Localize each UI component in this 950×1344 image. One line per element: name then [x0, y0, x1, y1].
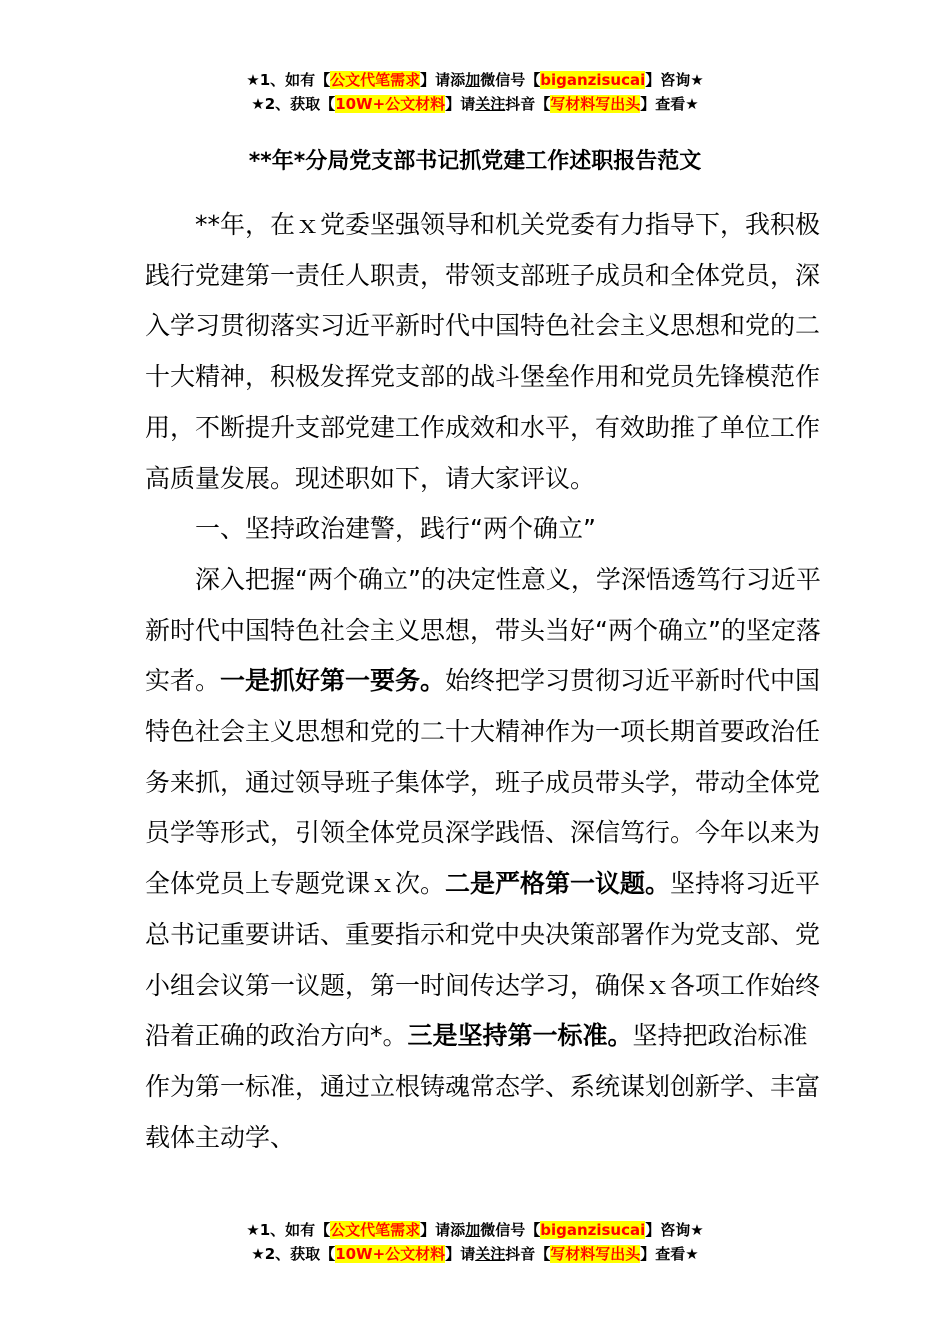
paragraph-text: 坚持将习近平总书记重要讲话、重要指示和党中央决策部署作为党支部、党小组会议第一议题，第一时间传达学习，确保ｘ各项工作始终沿着正确的政治方向*。 [145, 869, 821, 1051]
paragraph-intro: **年，在ｘ党委坚强领导和机关党委有力指导下，我积极践行党建第一责任人职责，带领支部班子成员和全体党员，深入学习贯彻落实习近平新时代中国特色社会主义思想和党的二十大精神，积极发挥党支部的战斗堡垒作用和党员先锋模范作用，不断提升支部党建工作成效和水平，有效助推了单位工作高质量发展。现述职如下，请大家评议。 [145, 210, 821, 493]
promo-banner-bottom [0, 1218, 950, 1266]
promo-underlined-text: 加 [465, 1221, 481, 1239]
promo-text: 】请添 [420, 71, 466, 89]
paragraph-text: 深入把握“两个确立”的决定性意义，学深悟透笃行习近平新时代中国特色社会主义思想，带头当好“两个确立”的坚定落实者。 [145, 564, 821, 696]
bold-lead: 三是坚持第一标准。 [407, 1021, 633, 1051]
promo-text: ★1、如有【 [246, 71, 331, 89]
promo-text: 微信号【 [480, 1221, 541, 1239]
paragraph-section-1 [145, 555, 825, 1163]
document-title: **年*分局党支部书记抓党建工作述职报告范文 [248, 149, 702, 174]
document-body [145, 200, 825, 1163]
promo-text: ★1、如有【 [246, 1221, 331, 1239]
promo-banner-top [0, 68, 950, 116]
promo-text: 】咨询★ [645, 71, 704, 89]
promo-text: 抖音【 [505, 1245, 551, 1263]
promo-underlined-text: 关注 [475, 95, 506, 113]
paragraph-text: 坚持把政治标准作为第一标准，通过立根铸魂常态学、系统谋划创新学、丰富载体主动学、 [145, 1021, 821, 1152]
paragraph-text: 始终把学习贯彻习近平新时代中国特色社会主义思想和党的二十大精神作为一项长期首要政治任务来抓，通过领导班子集体学，班子成员带头学，带动全体党员学等形式，引领全体党员深学践悟、深信笃行。今年以来为全体党员上专题党课ｘ次。 [145, 666, 821, 899]
promo-douyin-id: 写材料写出头 [550, 95, 641, 113]
bold-lead: 一是抓好第一要务。 [220, 666, 446, 696]
promo-line-1 [0, 68, 950, 92]
bold-lead: 二是严格第一议题。 [445, 869, 671, 899]
promo-line-1 [0, 1218, 950, 1242]
promo-highlight: 10W+公文材料 [335, 95, 446, 113]
promo-text: ★2、获取【 [251, 1245, 336, 1263]
promo-highlight: 公文代笔需求 [330, 71, 421, 89]
promo-text: 】查看★ [640, 95, 699, 113]
promo-text: 】请 [445, 95, 476, 113]
promo-line-2 [0, 1242, 950, 1266]
promo-wechat-id: biganzisucai [540, 71, 646, 89]
promo-douyin-id: 写材料写出头 [550, 1245, 641, 1263]
promo-text: 】查看★ [640, 1245, 699, 1263]
promo-highlight: 10W+公文材料 [335, 1245, 446, 1263]
promo-line-2 [0, 92, 950, 116]
promo-text: 抖音【 [505, 95, 551, 113]
promo-wechat-id: biganzisucai [540, 1221, 646, 1239]
promo-text: 】咨询★ [645, 1221, 704, 1239]
section-heading-1: 一、坚持政治建警，践行“两个确立” [195, 514, 596, 544]
promo-underlined-text: 加 [465, 71, 481, 89]
promo-underlined-text: 关注 [475, 1245, 506, 1263]
promo-text: 】请添 [420, 1221, 466, 1239]
promo-text: 微信号【 [480, 71, 541, 89]
promo-text: 】请 [445, 1245, 476, 1263]
promo-highlight: 公文代笔需求 [330, 1221, 421, 1239]
promo-text: ★2、获取【 [251, 95, 336, 113]
